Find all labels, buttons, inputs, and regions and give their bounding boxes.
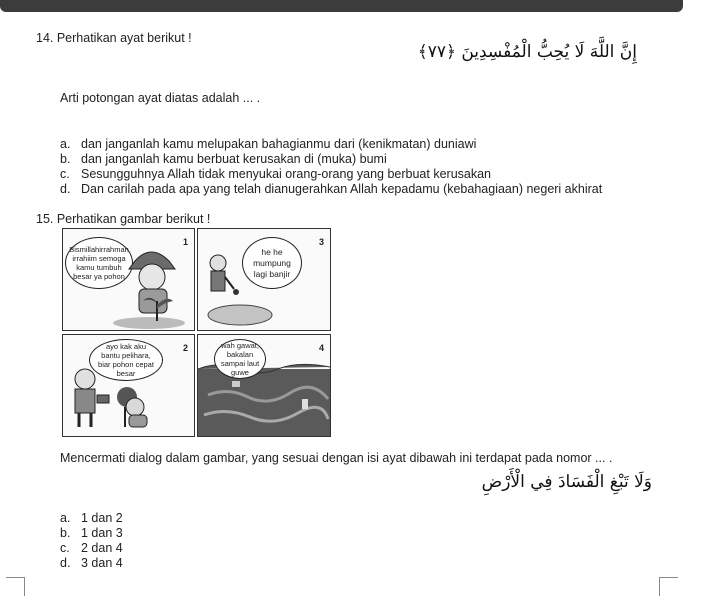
comic-panel-4 bbox=[197, 334, 331, 437]
bubble-line: guwe bbox=[231, 368, 249, 377]
bubble-line: he he bbox=[261, 246, 283, 257]
bubble-line: ayo kak aku bbox=[105, 342, 146, 351]
q14-prompt: Arti potongan ayat diatas adalah ... . bbox=[60, 91, 261, 105]
q15-option-a[interactable] bbox=[60, 511, 123, 525]
option-letter: b. bbox=[60, 152, 71, 166]
option-letter: a. bbox=[60, 137, 71, 151]
option-text: 3 dan 4 bbox=[81, 556, 123, 570]
q14-option-d[interactable] bbox=[60, 182, 602, 196]
comic-panel-3 bbox=[197, 228, 331, 331]
option-letter: c. bbox=[60, 541, 70, 555]
bubble-line: lagi banjir bbox=[253, 268, 291, 279]
bubble-line: kamu tumbuh bbox=[76, 263, 122, 272]
option-letter: c. bbox=[60, 167, 70, 181]
top-bar bbox=[0, 0, 683, 12]
q15-option-c[interactable] bbox=[60, 541, 123, 555]
bubble-line: Bismillahirrahman bbox=[69, 245, 129, 254]
crop-mark-left bbox=[6, 577, 25, 596]
option-text: 1 dan 3 bbox=[81, 526, 123, 540]
option-letter: a. bbox=[60, 511, 71, 525]
boy-planting-tree-illustration bbox=[63, 229, 194, 330]
q14-title: 14. Perhatikan ayat berikut ! bbox=[36, 31, 192, 45]
panel-number: 1 bbox=[182, 237, 188, 247]
bubble-line: wah gawat, bbox=[221, 341, 259, 350]
option-text: 2 dan 4 bbox=[81, 541, 123, 555]
comic-panel-1 bbox=[62, 228, 195, 331]
option-text: 1 dan 2 bbox=[81, 511, 123, 525]
q14-option-c[interactable] bbox=[60, 167, 491, 181]
panel-number: 2 bbox=[182, 343, 188, 353]
option-text: dan janganlah kamu berbuat kerusakan di (muka) bumi bbox=[81, 152, 387, 166]
bubble-line: irrahiim semoga bbox=[72, 254, 126, 263]
q15-verse-arabic: وَلَا تَبْغِ الْفَسَادَ فِي الْأَرْضِ bbox=[481, 472, 652, 492]
bubble-line: besar ya pohon bbox=[73, 272, 125, 281]
comic-panel-2 bbox=[62, 334, 195, 437]
option-letter: d. bbox=[60, 556, 71, 570]
speech-bubble bbox=[214, 339, 266, 379]
option-text: Sesungguhnya Allah tidak menyukai orang-orang yang berbuat kerusakan bbox=[81, 167, 491, 181]
boy-littering-flood-illustration bbox=[198, 229, 330, 330]
crop-mark-right bbox=[659, 577, 678, 596]
option-text: Dan carilah pada apa yang telah dianugerahkan Allah kepadamu (kebahagiaan) negeri akhirat bbox=[81, 182, 603, 196]
q15-option-d[interactable] bbox=[60, 556, 123, 570]
bubble-line: besar bbox=[116, 369, 136, 378]
bubble-line: biar pohon cepat bbox=[98, 360, 154, 369]
option-text: dan janganlah kamu melupakan bahagianmu dari (kenikmatan) duniawi bbox=[81, 137, 477, 151]
q14-option-b[interactable] bbox=[60, 152, 387, 166]
q14-verse-arabic: إِنَّ اللَّهَ لَا يُحِبُّ الْمُفْسِدِينَ ﴿٧٧﴾ bbox=[417, 42, 637, 62]
panel-number: 4 bbox=[318, 343, 324, 353]
q15-title: 15. Perhatikan gambar berikut ! bbox=[36, 212, 211, 226]
option-letter: b. bbox=[60, 526, 71, 540]
bubble-line: bantu pelihara, bbox=[101, 351, 151, 360]
bubble-line: sampai laut bbox=[220, 359, 260, 368]
kids-watering-tree-illustration bbox=[63, 335, 194, 436]
option-letter: d. bbox=[60, 182, 71, 196]
q15-option-b[interactable] bbox=[60, 526, 123, 540]
bubble-line: bakalan bbox=[226, 350, 254, 359]
panel-number: 3 bbox=[318, 237, 324, 247]
q15-prompt: Mencermati dialog dalam gambar, yang sesuai dengan isi ayat dibawah ini terdapat pada nomor ... . bbox=[60, 451, 613, 465]
bubble-line: mumpung bbox=[253, 257, 291, 268]
q14-option-a[interactable] bbox=[60, 137, 476, 151]
